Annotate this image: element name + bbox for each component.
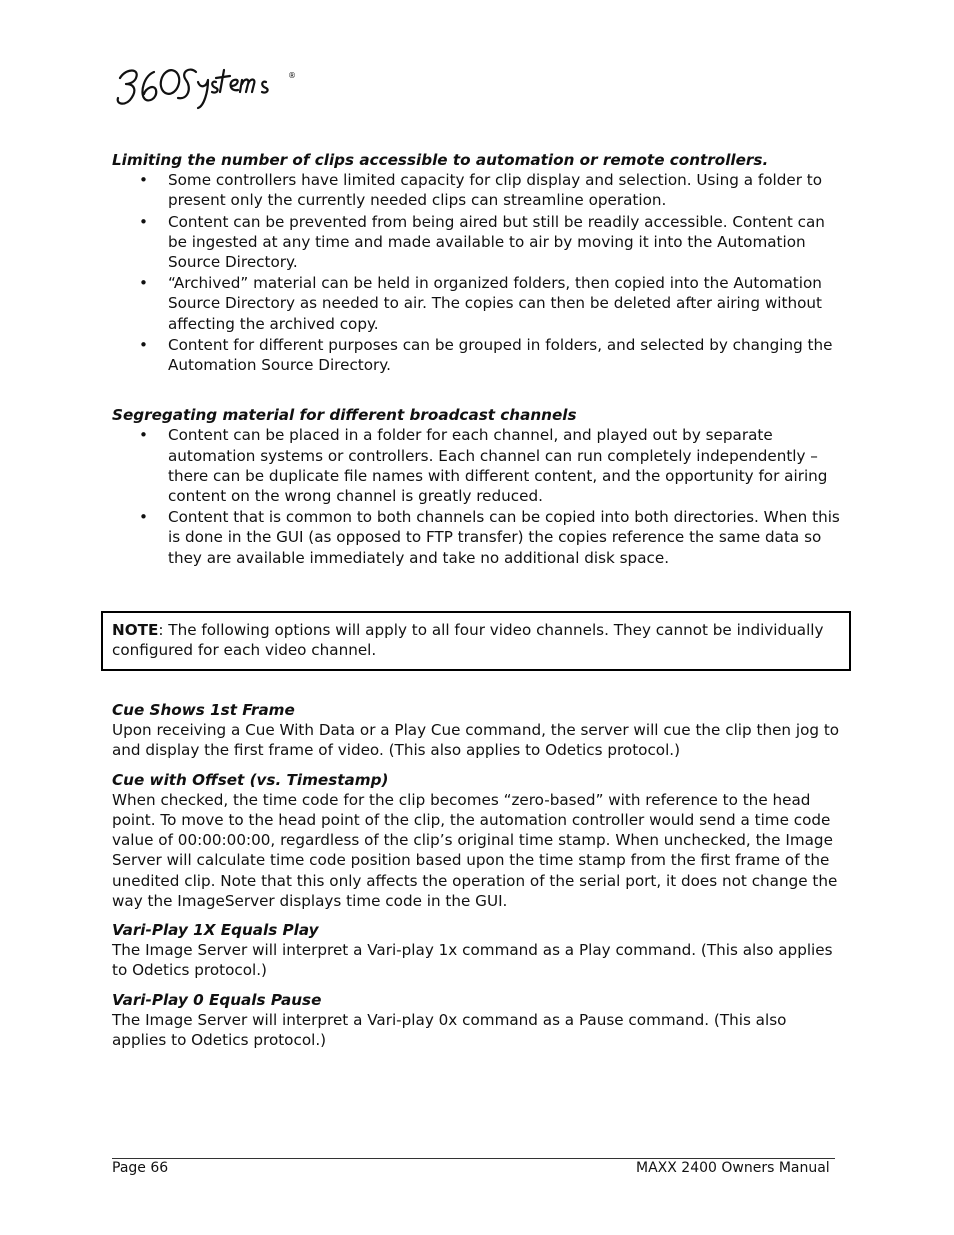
list-item: • “Archived” material can be held in organized folders, then copied into the Automation Source Directory as needed to air. The copies can then be deleted after airing without affecting the archived copy. [139,274,822,333]
footer-rule [112,1158,835,1159]
list-item: • Content can be placed in a folder for each channel, and played out by separate automation systems or controllers. Each channel can run completely independently – there can be duplicate file names with different content, and the opportunity for airing content on the wrong channel is greatly reduced. [139,426,828,506]
bullet-glyph: • [139,335,148,354]
list-item: • Some controllers have limited capacity for clip display and selection. Using a folder to present only the currently needed clips can streamline operation. [139,171,823,210]
registered-mark: ® [288,71,296,80]
list-item: • Content that is common to both channels can be copied into both directories. When this is done in the GUI (as opposed to FTP transfer) the copies reference the same data so they are available immediately and take no additional disk space. [139,508,840,567]
option-title: Vari-Play 1X Equals Play [112,921,319,940]
note-text: : The following options will apply to all four video channels. They cannot be individually configured for each video channel. [112,621,824,660]
list-item: • Content for different purposes can be grouped in folders, and selected by changing the Automation Source Directory. [139,335,833,375]
option-title: Cue Shows 1st Frame [112,701,295,719]
bullet-glyph: • [139,274,148,293]
bullet-glyph: • [139,508,148,527]
option-item [112,700,842,761]
option-title: Cue with Offset (vs. Timestamp) [112,770,389,789]
note-box [101,611,851,671]
option-body: When checked, the time code for the clip becomes “zero-based” with reference to the head point. To move to the head point of the clip, the automation controller would send a time code value of 00:00:00:00, regardless of the clip’s original time stamp. When unchecked, the Image Server will calculate time code position based upon the time stamp from the first frame of the unedited clip. Note that this only affects the operation of the serial port, it does not change the way the ImageServer displays time code in the GUI. [112,790,838,910]
list-item: • Content can be prevented from being aired but still be readily accessible. Content can be ingested at any time and made available to air by moving it into the Automation Source Directory. [139,212,825,272]
bullet-glyph: • [139,212,148,231]
section-heading: Segregating material for different broadcast channels [112,406,577,425]
option-title: Vari-Play 0 Equals Pause [112,990,322,1009]
option-body: Upon receiving a Cue With Data or a Play Cue command, the server will cue the clip then jog to and display the first frame of video. (This also applies to Odetics protocol.) [112,721,840,760]
manual-title: MAXX 2400 Owners Manual [636,1160,830,1176]
bullet-glyph: • [139,426,148,445]
option-body: The Image Server will interpret a Vari-play 1x command as a Play command. (This also applies to Odetics protocol.) [112,941,833,980]
note-label: NOTE [112,621,159,639]
option-item [112,770,842,911]
bullet-list [112,170,842,375]
page-number: Page 66 [112,1160,169,1176]
360-systems-logo [112,58,312,114]
main-content [112,150,842,569]
bullet-list [112,425,842,567]
option-body: The Image Server will interpret a Vari-play 0x command as a Pause command. (This also applies to Odetics protocol.) [112,1010,787,1050]
options-section [112,700,842,1059]
bullet-glyph: • [139,171,148,190]
section-heading: Limiting the number of clips accessible to automation or remote controllers. [112,151,769,169]
option-item [112,990,842,1051]
option-item [112,920,842,981]
